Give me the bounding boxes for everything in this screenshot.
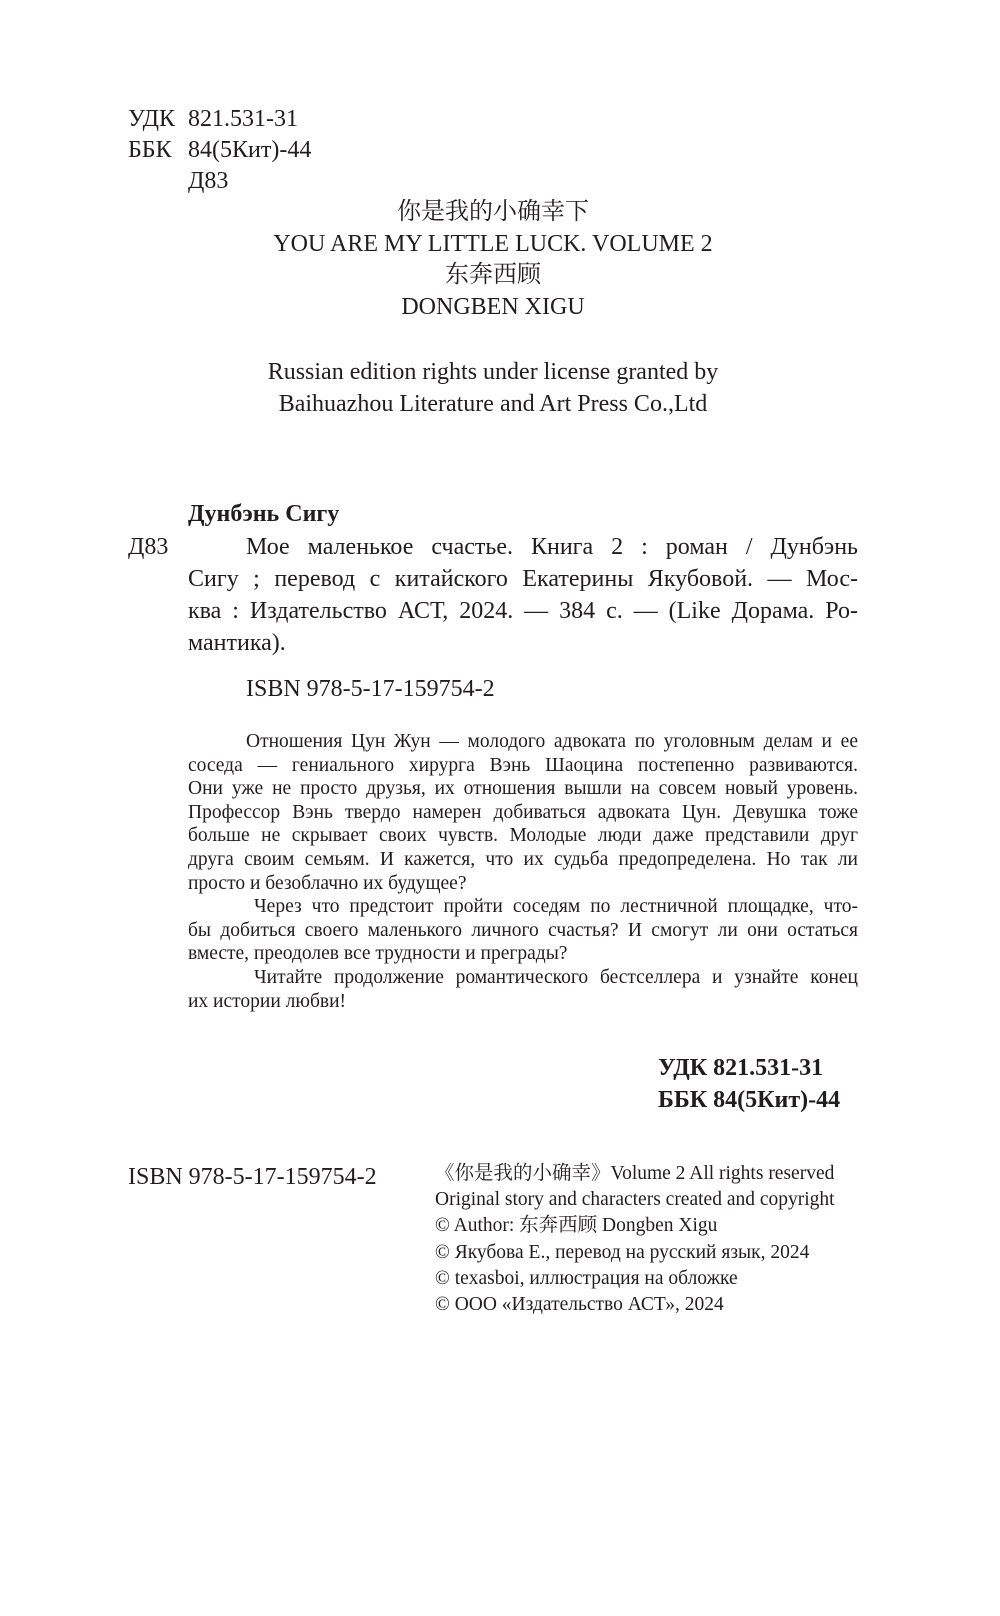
annotation-line: соседа — гениального хирурга Вэнь Шаоцина постепенно развиваются. <box>188 754 858 776</box>
annotation-line: их истории любви! <box>188 990 347 1012</box>
catalog-codes <box>128 104 311 197</box>
isbn-record: ISBN 978-5-17-159754-2 <box>246 676 495 702</box>
copyright-line: 《你是我的小确幸》Volume 2 All rights reserved <box>435 1163 835 1184</box>
bbk-value: 84(5Кит)-44 <box>188 137 312 163</box>
annotation-line: друга своим семьям. И кажется, что их судьба предопределена. Но так ли <box>188 848 858 870</box>
copyright-notices <box>435 1161 985 1318</box>
title-block <box>0 197 986 324</box>
bbk-code: ББК 84(5Кит)-44 <box>658 1087 841 1113</box>
bibliographic-description <box>188 531 858 659</box>
annotation-line: Отношения Цун Жун — молодого адвоката по уголовным делам и ее <box>246 731 858 752</box>
copyright-line: Original story and characters created and copyright <box>435 1189 835 1211</box>
copyright-line: © Якубова Е., перевод на русский язык, 2024 <box>435 1241 810 1263</box>
annotation-line: Они уже не просто друзья, их отношения вышли на совсем новый уровень. <box>188 778 858 800</box>
annotation <box>188 730 858 1013</box>
license-line: Russian edition rights under license granted by <box>267 359 719 385</box>
copyright-line: © Author: 东奔西顾 Dongben Xigu <box>435 1215 718 1237</box>
annotation-line: Профессор Вэнь твердо намерен добиваться адвоката Цун. Девушка тоже <box>188 801 858 823</box>
copyright-line: © ООО «Издательство АСТ», 2024 <box>435 1294 724 1316</box>
license-line: Baihuazhou Literature and Art Press Co.,Ltd <box>278 391 708 417</box>
license-statement <box>0 356 986 420</box>
bibliographic-line: мантика). <box>188 630 286 656</box>
bbk-row <box>128 135 311 166</box>
bibliographic-line: Сигу ; перевод с китайского Екатерины Якубовой. — Мос- <box>188 566 858 592</box>
isbn-footer: ISBN 978-5-17-159754-2 <box>128 1164 377 1190</box>
udk-code: УДК 821.531-31 <box>658 1055 824 1081</box>
classification-codes <box>658 1052 840 1116</box>
author-mark-row <box>128 166 311 197</box>
udk-value: 821.531-31 <box>188 106 298 132</box>
annotation-line: просто и безоблачно их будущее? <box>188 872 467 894</box>
bibliographic-code: Д83 <box>128 534 169 560</box>
annotation-line: Читайте продолжение романтического бестселлера и узнайте конец <box>254 966 858 988</box>
annotation-line: больше не скрывает своих чувств. Молодые люди даже представили друг <box>188 825 858 847</box>
annotation-line: бы добиться своего маленького личного счастья? И смогут ли они остаться <box>188 919 858 941</box>
author-mark: Д83 <box>188 168 229 194</box>
author-heading: Дунбэнь Сигу <box>188 501 340 527</box>
author-latin: DONGBEN XIGU <box>401 294 585 321</box>
annotation-line: Через что предстоит пройти соседям по лестничной площадке, что- <box>254 896 858 918</box>
bibliographic-line: ква : Издательство АСТ, 2024. — 384 с. — (Like Дорама. Ро- <box>188 598 858 624</box>
original-title: 你是我的小确幸下 <box>397 199 589 225</box>
english-title: YOU ARE MY LITTLE LUCK. VOLUME 2 <box>273 230 713 257</box>
copyright-line: © texasboi, иллюстрация на обложке <box>435 1267 738 1289</box>
bibliographic-line: Мое маленькое счастье. Книга 2 : роман / Дунбэнь <box>246 534 858 560</box>
bbk-label: ББК <box>128 137 172 163</box>
annotation-line: вместе, преодолев все трудности и преграды? <box>188 943 568 965</box>
udk-row <box>128 104 311 135</box>
udk-label: УДК <box>128 106 175 132</box>
original-author: 东奔西顾 <box>445 262 541 289</box>
